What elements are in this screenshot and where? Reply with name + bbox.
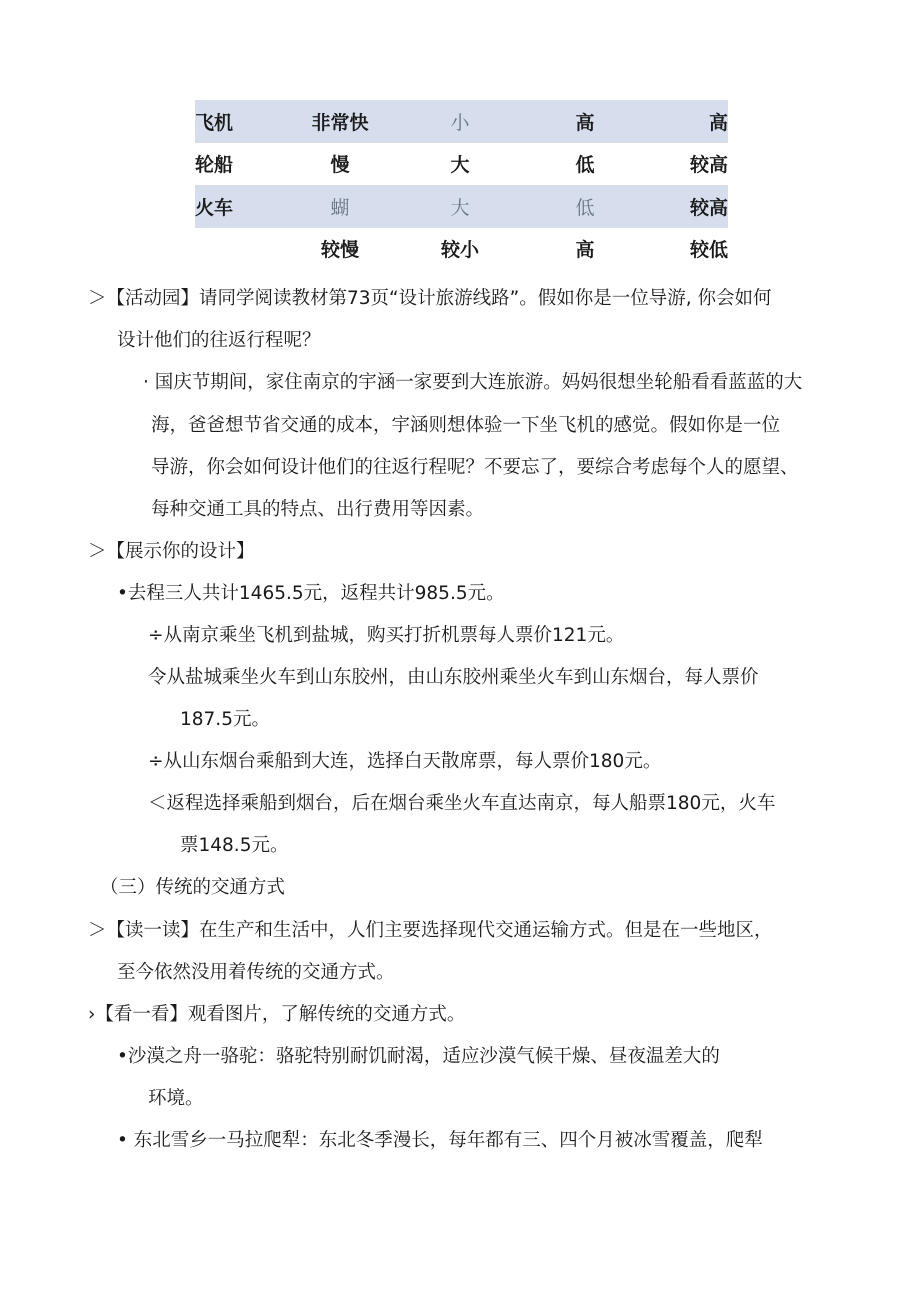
table-cell: 较慢	[320, 239, 359, 262]
text-line: ›【看一看】观看图片，了解传统的交通方式。	[88, 1004, 466, 1025]
table-cell: 轮船	[195, 154, 234, 177]
text-line: 令从盐城乘坐火车到山东胶州，由山东胶州乘坐火车到山东烟台，每人票价	[148, 667, 759, 688]
text-line: ＞【活动园】请同学阅读教材第73页“设计旅游线路”。假如你是一位导游, 你会如何	[88, 288, 772, 309]
table-cell: 较低	[689, 239, 728, 262]
table-cell: 慢	[330, 154, 350, 177]
text-line: ÷从山东烟台乘船到大连，选择白天散席票，每人票价180元。	[148, 751, 662, 772]
text-line: ＜返程选择乘船到烟台，后在烟台乘坐火车直达南京，每人船票180元，火车	[148, 793, 776, 814]
table-cell: 高	[575, 111, 595, 134]
table-cell: 大	[450, 196, 470, 219]
table-cell: 高	[575, 239, 595, 262]
text-line: 环境。	[148, 1088, 204, 1109]
text-line: • 东北雪乡一马拉爬犁：东北冬季漫长，每年都有三、四个月被冰雪覆盖，爬犁	[117, 1130, 763, 1151]
table-row	[195, 185, 728, 228]
text-line: •去程三人共计1465.5元，返程共计985.5元。	[117, 583, 505, 604]
text-line: ＞【展示你的设计】	[88, 541, 255, 562]
text-line: （三）传统的交通方式	[100, 877, 286, 898]
table-cell: 较高	[689, 154, 728, 177]
text-line: 设计他们的往返行程呢？	[117, 330, 321, 351]
table-row	[195, 143, 728, 186]
table-cell: 小	[450, 111, 470, 134]
table-row	[195, 228, 728, 271]
table-cell: 非常快	[311, 111, 369, 134]
table-cell: 高	[708, 111, 728, 134]
table-cell: 火车	[195, 196, 234, 219]
text-line: 每种交通工具的特点、出行费用等因素。	[151, 499, 485, 520]
table-cell: 大	[450, 154, 470, 177]
table-cell: 低	[575, 196, 595, 219]
comparison-table	[195, 100, 728, 270]
text-line: 187.5元。	[180, 709, 270, 730]
table-cell: 较小	[440, 239, 479, 262]
text-line: 票148.5元。	[180, 835, 289, 856]
text-line: ÷从南京乘坐飞机到盐城，购买打折机票每人票价121元。	[148, 625, 625, 646]
text-line: 海，爸爸想节省交通的成本，宇涵则想体验一下坐飞机的感觉。假如你是一位	[151, 415, 781, 436]
text-line: 至今依然没用着传统的交通方式。	[117, 962, 395, 983]
text-line: ＞【读一读】在生产和生活中，人们主要选择现代交通运输方式。但是在一些地区，	[88, 920, 773, 941]
text-line: 导游，你会如何设计他们的往返行程呢？不要忘了，要综合考虑每个人的愿望、	[151, 457, 799, 478]
table-cell: 较高	[689, 196, 728, 219]
table-row	[195, 100, 728, 143]
text-line: •沙漠之舟一骆驼：骆驼特别耐饥耐渴，适应沙漠气候干燥、昼夜温差大的	[117, 1046, 720, 1067]
table-cell: 飞机	[195, 111, 234, 134]
table-cell: 低	[575, 154, 595, 177]
text-line: · 国庆节期间，家住南京的宇涵一家要到大连旅游。妈妈很想坐轮船看看蓝蓝的大	[143, 372, 803, 393]
table-cell: 蝴	[330, 196, 350, 219]
